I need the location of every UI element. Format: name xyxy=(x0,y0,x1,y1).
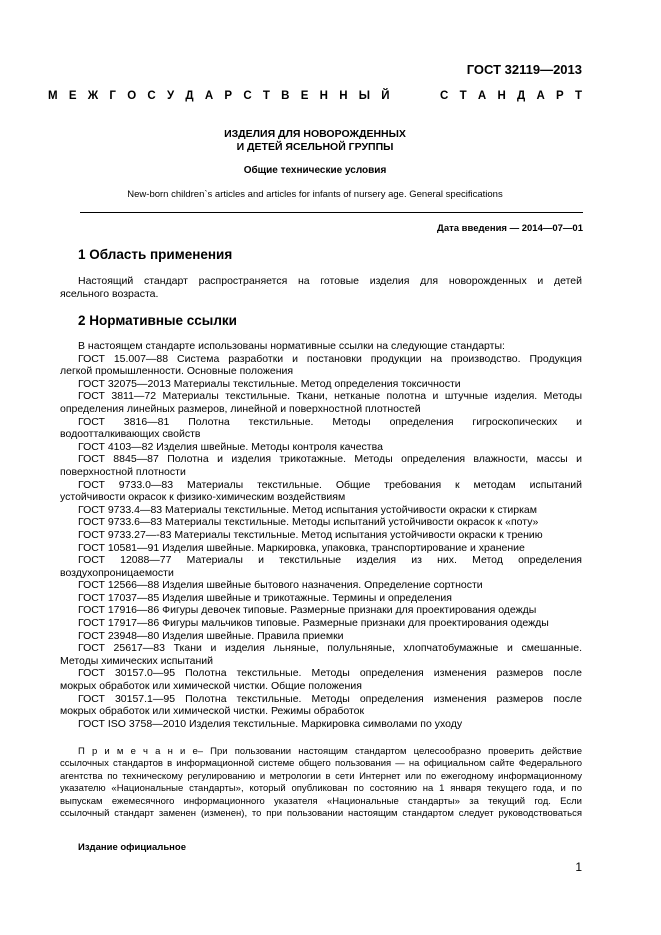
banner-letter: Е xyxy=(68,90,77,102)
title-divider xyxy=(80,212,583,213)
reference-line: ГОСТ 3811—72 Материалы текстильные. Ткани, нетканые полотна и штучные изделия. Методы xyxy=(78,390,582,403)
banner-letter: Г xyxy=(109,90,116,102)
reference-line: ГОСТ 23948—80 Изделия швейные. Правила приемки xyxy=(78,629,344,642)
banner-letter: Е xyxy=(300,90,309,102)
section-1-body xyxy=(60,275,582,300)
reference-line: мокрых обработок или химической чистки. Общие положения xyxy=(60,680,362,693)
note-line: ссылочный стандарт заменен (изменен), то при пользовании настоящим стандартом следует руководствоваться xyxy=(60,807,582,819)
banner-letter: А xyxy=(204,90,214,102)
reference-line: ГОСТ 30157.0—95 Полотна текстильные. Методы определения изменения размеров после xyxy=(78,667,582,680)
reference-line: водоотталкивающих свойств xyxy=(60,428,201,441)
banner-letter: Й xyxy=(381,90,390,102)
reference-line: ГОСТ 9733.0—83 Материалы текстильные. Общие требования к методам испытаний xyxy=(78,478,582,491)
section-1-line-1 xyxy=(78,275,582,288)
reference-line: мокрых обработок или химической чистки. Режимы обработок xyxy=(60,705,365,718)
reference-line: В настоящем стандарте использованы нормативные ссылки на следующие стандарты: xyxy=(78,340,505,352)
official-edition-label: Издание официальное xyxy=(78,842,186,853)
banner-letter: А xyxy=(477,90,487,102)
banner-letter: Ы xyxy=(358,90,371,102)
english-title: New-born children`s articles and articles for infants of nursery age. General specifications xyxy=(127,189,503,200)
reference-line: легкой промышленности. Основные положения xyxy=(60,365,294,378)
banner-letter: Н xyxy=(339,90,348,102)
section-1-heading: 1 Область применения xyxy=(78,247,233,262)
normative-references-list xyxy=(60,340,582,730)
banner-letter: О xyxy=(127,90,137,102)
reference-line: ГОСТ 25617—83 Ткани и изделия льняные, полульняные, хлопчатобумажные и смешанные. xyxy=(78,642,582,655)
section-1-line-1-text: Настоящий стандарт распространяется на готовые изделия для новорожденных и детей xyxy=(78,275,582,287)
section-2-heading: 2 Нормативные ссылки xyxy=(78,313,237,328)
banner-letter: Т xyxy=(574,90,582,102)
reference-line: ГОСТ 10581—91 Изделия швейные. Маркировка, упаковка, транспортирование и хранение xyxy=(78,541,525,554)
banner-word-gap xyxy=(401,90,429,102)
reference-line: ГОСТ 17917—86 Фигуры мальчиков типовые. Размерные признаки для проектирования одежды xyxy=(78,617,549,630)
banner-letter: В xyxy=(281,90,290,102)
reference-line: ГОСТ 4103—82 Изделия швейные. Методы контроля качества xyxy=(78,440,383,453)
banner-letter: А xyxy=(536,90,545,102)
note-text: – При пользовании настоящим стандартом целесообразно проверить действие xyxy=(197,746,582,757)
reference-line: поверхностной плотности xyxy=(60,465,186,478)
reference-line: ГОСТ 9733.6—83 Материалы текстильные. Методы испытаний устойчивости окрасок к «поту» xyxy=(78,516,539,529)
banner-letter: С xyxy=(243,90,252,102)
banner-letter: Т xyxy=(262,90,270,102)
reference-line: ГОСТ 30157.1—95 Полотна текстильные. Методы определения изменения размеров после xyxy=(78,692,582,705)
reference-line: ГОСТ 8845—87 Полотна и изделия трикотажные. Методы определения влажности, массы и xyxy=(78,453,582,466)
title-line-2: И ДЕТЕЙ ЯСЕЛЬНОЙ ГРУППЫ xyxy=(236,141,394,153)
document-title xyxy=(40,128,590,154)
reference-line: определения линейных размеров, линейной и поверхностной плотностей xyxy=(60,402,421,415)
banner-letter: Р xyxy=(556,90,564,102)
reference-line: ГОСТ 12566—88 Изделия швейные бытового назначения. Определение сортности xyxy=(78,579,483,592)
reference-line: ГОСТ 15.007—88 Система разработки и постановки продукции на производство. Продукция xyxy=(78,352,582,365)
note-block xyxy=(60,746,582,820)
banner-letter: Т xyxy=(459,90,467,102)
banner-letter: М xyxy=(48,90,58,102)
banner-letter: Н xyxy=(497,90,506,102)
section-1-line-2: ясельного возраста. xyxy=(60,287,159,300)
standard-type-banner xyxy=(48,90,582,102)
reference-line: Методы химических испытаний xyxy=(60,654,214,667)
reference-line: ГОСТ 17037—85 Изделия швейные и трикотажные. Термины и определения xyxy=(78,591,452,604)
note-line: ссылочных стандартов в информационной системе общего пользования — на официальном сайте Федерального xyxy=(60,758,582,770)
note-line: указателю «Национальные стандарты», который опубликован по состоянию на 1 января текущего года, и по xyxy=(60,783,582,795)
banner-letter: У xyxy=(166,90,175,102)
reference-line: воздухопроницаемости xyxy=(60,566,174,579)
page-number: 1 xyxy=(575,860,582,874)
title-line-1: ИЗДЕЛИЯ ДЛЯ НОВОРОЖДЕННЫХ xyxy=(224,128,406,140)
reference-line: ГОСТ 9733.27—-83 Материалы текстильные. Метод испытания устойчивости окраски к трению xyxy=(78,528,543,541)
note-line: выпускам ежемесячного информационного указателя «Национальные стандарты» за текущий год. Если xyxy=(60,795,582,807)
banner-letter: Д xyxy=(517,90,526,102)
banner-letter: Н xyxy=(319,90,328,102)
note-line xyxy=(78,746,582,758)
document-subtitle: Общие технические условия xyxy=(243,165,387,176)
reference-line: ГОСТ ISO 3758—2010 Изделия текстильные. Маркировка символами по уходу xyxy=(78,717,463,730)
banner-letter: С xyxy=(147,90,156,102)
banner-letter: С xyxy=(440,90,449,102)
reference-line: устойчивости окрасок к физико-химическим воздействиям xyxy=(60,491,346,504)
banner-letter: Д xyxy=(185,90,194,102)
reference-line: ГОСТ 32075—2013 Материалы текстильные. Метод определения токсичности xyxy=(78,377,461,390)
reference-line: ГОСТ 12088—77 Материалы и текстильные изделия из них. Метод определения xyxy=(78,554,582,567)
banner-letter: Р xyxy=(224,90,233,102)
reference-line: ГОСТ 9733.4—83 Материалы текстильные. Метод испытания устойчивости окраски к стиркам xyxy=(78,503,537,516)
reference-line: ГОСТ 3816—81 Полотна текстильные. Методы определения гигроскопических и xyxy=(78,415,582,428)
note-line: агентства по техническому регулированию и метрологии в сети Интернет или по ежегодному информационному xyxy=(60,770,582,782)
banner-letter: Ж xyxy=(87,90,99,102)
document-number: ГОСТ 32119—2013 xyxy=(466,62,582,77)
note-label: П р и м е ч а н и е xyxy=(78,746,198,757)
introduction-date: Дата введения — 2014—07—01 xyxy=(437,223,583,234)
reference-line: ГОСТ 17916—86 Фигуры девочек типовые. Размерные признаки для проектирования одежды xyxy=(78,604,537,617)
